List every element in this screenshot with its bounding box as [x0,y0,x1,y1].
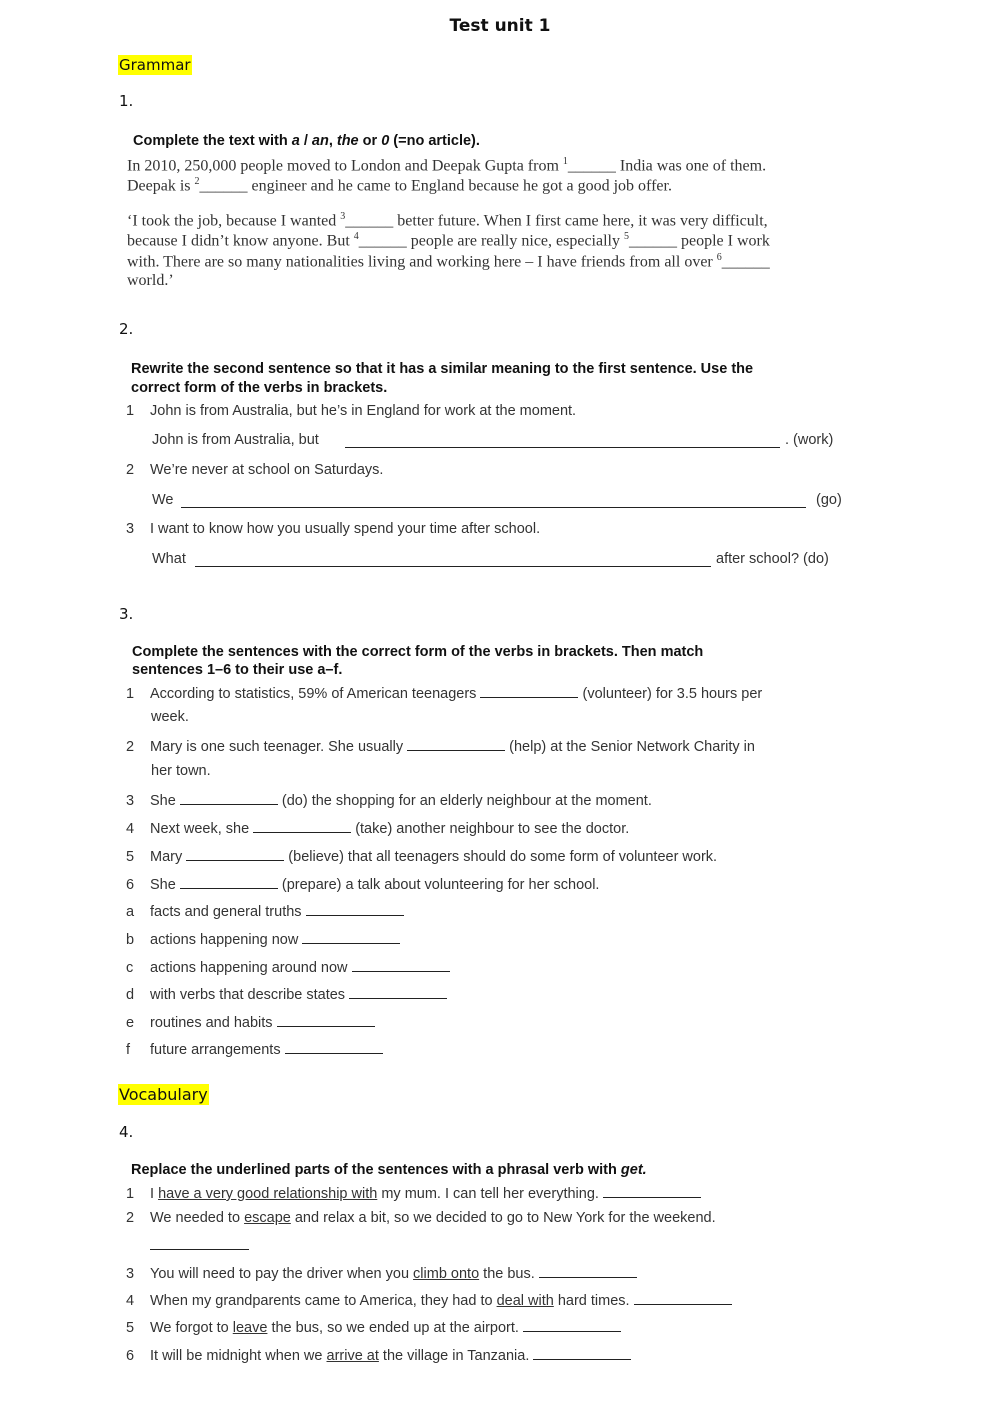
answer-blank[interactable] [186,846,284,861]
exercise-instruction: Replace the underlined parts of the sentences with a phrasal verb with get. [131,1162,647,1178]
answer-hint: after school? (do) [716,551,829,567]
answer-blank[interactable] [407,736,505,751]
text-line: Deepak is $^2$______ engineer and he came to England because he got a good job offer. [127,176,672,195]
answer-blank[interactable] [352,957,450,972]
exercise-number: 1. [119,92,134,110]
answer-blank[interactable] [195,566,711,567]
answer-blank[interactable] [480,683,578,698]
answer-blank[interactable] [306,901,404,916]
answer-blank[interactable] [539,1263,637,1278]
answer-blank[interactable] [523,1317,621,1332]
question-cont: her town. [151,763,211,779]
use-item: e routines and habits [126,1012,375,1031]
exercise-instruction: Rewrite the second sentence so that it has a similar meaning to the first sentence. Use the [131,361,754,377]
section-label-grammar: Grammar [119,56,191,74]
answer-blank[interactable] [180,874,278,889]
text-line: with. There are so many nationalities living and working here – I have friends from all over $^6$______ [127,252,770,271]
question: 2 We needed to escape and relax a bit, so we decided to go to New York for the weekend. [126,1210,716,1226]
use-item: c actions happening around now [126,957,450,976]
question: 2 We’re never at school on Saturdays. [126,462,384,478]
use-item: b actions happening now [126,929,400,948]
exercise-number: 3. [119,605,134,623]
answer-blank[interactable]: ______ [567,157,616,175]
answer-line: What [152,551,186,567]
question-cont: week. [151,709,189,725]
answer-blank[interactable] [345,447,780,448]
exercise-instruction: sentences 1–6 to their use a–f. [132,662,343,678]
answer-blank[interactable] [349,984,447,999]
answer-blank[interactable]: ______ [628,232,677,250]
answer-hint: (go) [816,492,842,508]
answer-blank[interactable] [181,507,806,508]
question: 4 When my grandparents came to America, they had to deal with hard times. [126,1290,732,1309]
text-line: In 2010, 250,000 people moved to London and Deepak Gupta from $^1$______ India was one of them. [127,156,767,175]
exercise-instruction: correct form of the verbs in brackets. [131,380,388,396]
answer-hint: . (work) [785,432,834,448]
question: 5 Mary (believe) that all teenagers should do some form of volunteer work. [126,846,717,865]
question: 5 We forgot to leave the bus, so we ended up at the airport. [126,1317,621,1336]
exercise-instruction: Complete the sentences with the correct form of the verbs in brackets. Then match [132,644,704,660]
question: 6 She (prepare) a talk about volunteering for her school. [126,874,599,893]
use-item: a facts and general truths [126,901,404,920]
question: 3 You will need to pay the driver when you climb onto the bus. [126,1263,637,1282]
question: 2 Mary is one such teenager. She usually (help) at the Senior Network Charity in [126,736,755,755]
answer-blank[interactable]: ______ [345,212,394,230]
exercise-number: 4. [119,1123,134,1141]
question: 6 It will be midnight when we arrive at the village in Tanzania. [126,1345,631,1364]
use-item: d with verbs that describe states [126,984,447,1003]
use-item: f future arrangements [126,1039,383,1058]
answer-blank[interactable] [285,1039,383,1054]
answer-blank[interactable] [180,790,278,805]
exercise-number: 2. [119,320,134,338]
answer-blank[interactable] [533,1345,631,1360]
answer-blank[interactable] [634,1290,732,1305]
answer-blank[interactable]: ______ [199,177,248,195]
question: 1 I have a very good relationship with my mum. I can tell her everything. [126,1183,701,1202]
section-label-vocabulary: Vocabulary [119,1085,208,1104]
question: 4 Next week, she (take) another neighbour to see the doctor. [126,818,629,837]
page-title: Test unit 1 [449,16,551,36]
question: 1 According to statistics, 59% of American teenagers (volunteer) for 3.5 hours per [126,683,762,702]
text-line: world.’ [127,272,174,289]
exercise-instruction: Complete the text with a / an, the or 0 (=no article). [133,133,480,149]
question: 3 She (do) the shopping for an elderly neighbour at the moment. [126,790,652,809]
text-line: because I didn’t know anyone. But $^4$______ people are really nice, especially $^5$______ people I work [127,231,770,250]
answer-blank[interactable] [277,1012,375,1027]
answer-blank[interactable]: ______ [721,253,770,271]
answer-line: John is from Australia, but [152,432,319,448]
answer-blank[interactable] [302,929,400,944]
question: 1 John is from Australia, but he’s in England for work at the moment. [126,403,577,419]
question: 3 I want to know how you usually spend your time after school. [126,521,541,537]
answer-blank[interactable]: ______ [358,232,407,250]
answer-blank[interactable] [150,1249,249,1250]
text-line: ‘I took the job, because I wanted $^3$______ better future. When I first came here, it was very difficult, [127,211,768,230]
answer-line: We [152,492,174,508]
answer-blank[interactable] [253,818,351,833]
answer-blank[interactable] [603,1183,701,1198]
